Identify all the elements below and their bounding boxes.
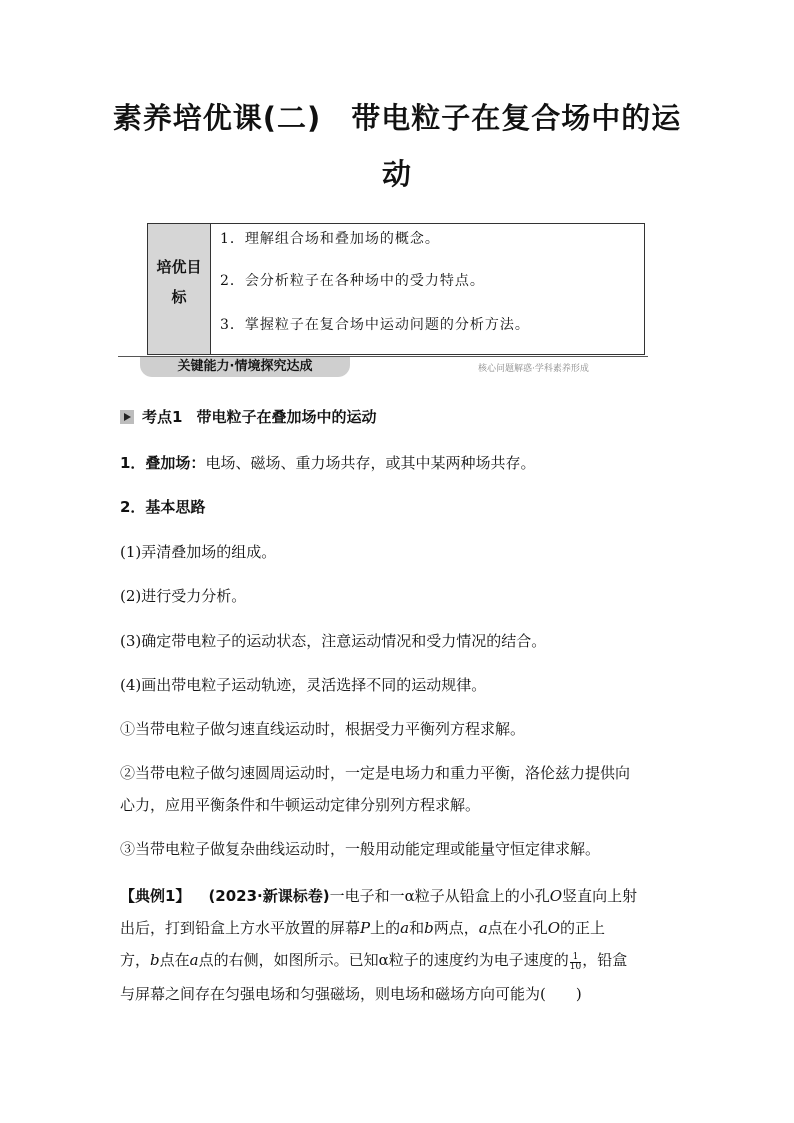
fraction-numerator: 1 [570, 953, 581, 963]
example-text: 两点， [433, 919, 479, 937]
keypoint-title: 带电粒子在叠加场中的运动 [196, 408, 377, 426]
var-O: O [547, 919, 560, 937]
case-2-line2: 心力，应用平衡条件和牛顿运动定律分别列方程求解。 [120, 796, 481, 814]
goal-item-2: 2．会分析粒子在各种场中的受力特点。 [220, 273, 485, 289]
keypoint-number: 考点1 [142, 408, 183, 426]
play-triangle-icon [120, 410, 134, 424]
case-1: ①当带电粒子做匀速直线运动时，根据受力平衡列方程求解。 [120, 720, 526, 738]
step-2: (2)进行受力分析。 [120, 587, 247, 605]
var-a: a [400, 919, 410, 937]
keypoint-heading [120, 406, 376, 427]
page-title-line1: 素养培优课(二) 带电粒子在复合场中的运 [112, 101, 682, 135]
var-O: O [549, 887, 563, 905]
example-line2 [120, 917, 605, 938]
section-tab: 关键能力·情境探究达成 [140, 357, 350, 377]
example-text: 竖直向上射 [562, 887, 638, 905]
var-b: b [150, 951, 160, 969]
example-text: 和 [409, 919, 425, 937]
example-text: 点在 [159, 951, 190, 969]
var-a: a [189, 951, 199, 969]
goal-item-1: 1．理解组合场和叠加场的概念。 [220, 231, 440, 247]
section-bar [118, 356, 648, 380]
case-2-line1: ②当带电粒子做匀速圆周运动时，一定是电场力和重力平衡，洛伦兹力提供向 [120, 764, 631, 782]
example-line4: 与屏幕之间存在匀强电场和匀强磁场，则电场和磁场方向可能为( ) [120, 985, 582, 1003]
fraction-denominator: 10 [569, 962, 582, 972]
var-a: a [478, 919, 488, 937]
goal-table [147, 223, 645, 355]
paragraph-1-label: 1．叠加场： [120, 454, 206, 472]
case-3: ③当带电粒子做复杂曲线运动时，一般用动能定理或能量守恒定律求解。 [120, 840, 601, 858]
step-3: (3)确定带电粒子的运动状态，注意运动情况和受力情况的结合。 [120, 632, 547, 650]
goal-label-line1: 培优目 [156, 258, 202, 276]
step-1: (1)弄清叠加场的组成。 [120, 543, 277, 561]
step-4: (4)画出带电粒子运动轨迹，灵活选择不同的运动规律。 [120, 676, 487, 694]
section-subtitle: 核心问题解惑·学科素养形成 [478, 364, 589, 374]
var-b: b [424, 919, 434, 937]
example-text: 的正上 [560, 919, 606, 937]
paragraph-1 [120, 452, 535, 473]
example-label: 【典例1】 [120, 887, 191, 905]
fraction-one-tenth [570, 953, 581, 972]
example-line3 [120, 949, 627, 972]
example-text: 方， [120, 951, 151, 969]
example-source: (2023·新课标卷) [208, 887, 330, 905]
var-P: P [360, 919, 371, 937]
example-text: 上的 [370, 919, 401, 937]
example-text: 点的右侧，如图所示。已知α粒子的速度约为电子速度的 [198, 951, 569, 969]
goal-item-3: 3．掌握粒子在复合场中运动问题的分析方法。 [220, 317, 530, 333]
goal-label [148, 224, 211, 354]
example-text: ，铅盒 [582, 951, 628, 969]
page-title-line2: 动 [381, 157, 412, 191]
paragraph-1-text: 电场、磁场、重力场共存，或其中某两种场共存。 [205, 454, 536, 472]
example-text: 出后，打到铅盒上方水平放置的屏幕 [120, 919, 361, 937]
example-text: 一电子和一α粒子从铅盒上的小孔 [329, 887, 550, 905]
goal-label-line2: 标 [171, 288, 187, 306]
example-line1 [120, 885, 637, 906]
paragraph-2-heading: 2．基本思路 [120, 498, 206, 516]
example-text: 点在小孔 [487, 919, 548, 937]
